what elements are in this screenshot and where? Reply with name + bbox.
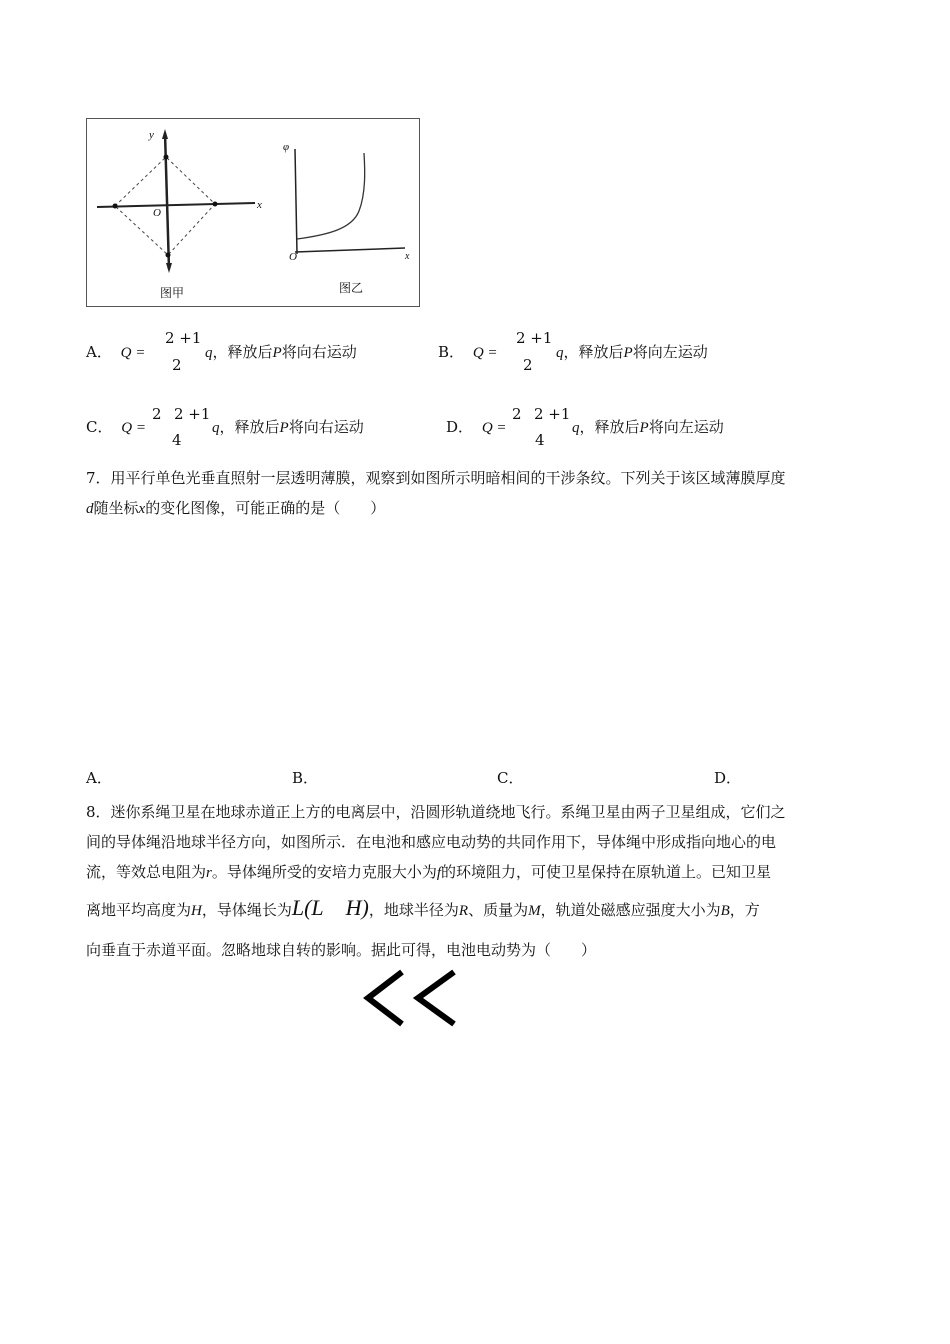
diagram-right (295, 149, 405, 254)
label-origin-right: O (289, 251, 297, 263)
figure-panel (86, 118, 420, 307)
q8-line2: 间的导体绳沿地球半径方向，如图所示．在电池和感应电动势的共同作用下，导体绳中形成指向地心的电 (86, 833, 777, 851)
diagram-left (97, 129, 255, 273)
q7-option-b: B． (292, 769, 319, 787)
q6-d-coef: 2 (512, 405, 522, 423)
option-letter: A． (86, 343, 112, 361)
charge-top (164, 155, 169, 160)
q6-b-denominator: 2 (523, 356, 533, 374)
q6-option-c (86, 417, 146, 438)
label-x-right: x (405, 251, 410, 262)
q6-b-tail: q，释放后P将向左运动 (556, 343, 708, 361)
q7-line1: 7．用平行单色光垂直照射一层透明薄膜，观察到如图所示明暗相间的干涉条纹。下列关于该区域薄膜厚度 (86, 469, 786, 487)
option-letter: C． (86, 418, 113, 436)
option-lhs: Q = (472, 345, 498, 361)
q7-option-d: D． (714, 769, 742, 787)
q7-line2: d随坐标x的变化图像，可能正确的是（ ） (86, 499, 386, 517)
option-lhs: Q = (120, 345, 146, 361)
q8-line4: 离地平均高度为H，导体绳长为L(L H)，地球半径为R、质量为M，轨道处磁感应强度大小为B，方 (86, 895, 760, 920)
label-y: y (149, 129, 154, 141)
q6-option-d (446, 417, 507, 438)
charge-left (113, 204, 118, 209)
q8-line1: 8．迷你系绳卫星在地球赤道正上方的电离层中，沿圆形轨道绕地飞行。系绳卫星由两子卫星组成，它们之 (86, 803, 786, 821)
y-arrow-left (162, 129, 168, 139)
option-letter: D． (446, 418, 474, 436)
caption-right: 图乙 (339, 281, 364, 295)
option-lhs: Q = (481, 420, 507, 436)
label-phi: φ (283, 141, 290, 153)
option-lhs: Q = (121, 420, 146, 436)
q8-line3: 流，等效总电阻为r。导体绳所受的安培力克服大小为f的环境阻力，可使卫星保持在原轨道上。已知卫星 (86, 863, 772, 881)
label-origin-left: O (153, 207, 161, 219)
option-letter: B． (438, 343, 465, 361)
q6-c-coef: 2 (152, 405, 162, 423)
q7-option-c: C． (497, 769, 524, 787)
q6-c-denominator: 4 (172, 431, 182, 449)
y-axis-left (165, 133, 169, 269)
q6-c-tail: q，释放后P将向右运动 (212, 418, 364, 436)
q6-a-denominator: 2 (172, 356, 182, 374)
figure-svg (87, 119, 419, 306)
q6-d-numerator: 2 +1 (534, 405, 571, 423)
q7-option-a: A． (86, 769, 112, 787)
x-axis-right (295, 248, 405, 252)
y-arrow-down (166, 263, 172, 273)
q6-option-b (438, 342, 498, 363)
charge-bottom (166, 253, 171, 258)
q6-a-tail: q，释放后P将向右运动 (205, 343, 357, 361)
x-axis-left (97, 203, 255, 207)
q6-b-numerator: 2 +1 (516, 329, 553, 347)
phi-axis (295, 149, 297, 254)
q6-c-numerator: 2 +1 (174, 405, 211, 423)
caption-left: 图甲 (160, 286, 185, 300)
phi-curve (297, 153, 365, 239)
label-x-left: x (257, 199, 262, 211)
q6-a-numerator: 2 +1 (165, 329, 202, 347)
q6-d-tail: q，释放后P将向左运动 (572, 418, 724, 436)
charge-right (213, 202, 218, 207)
q8-line5: 向垂直于赤道平面。忽略地球自转的影响。据此可得，电池电动势为（ ） (86, 941, 597, 959)
q6-option-a (86, 342, 145, 363)
double-chevron-icon (362, 968, 458, 1028)
q6-d-denominator: 4 (535, 431, 545, 449)
